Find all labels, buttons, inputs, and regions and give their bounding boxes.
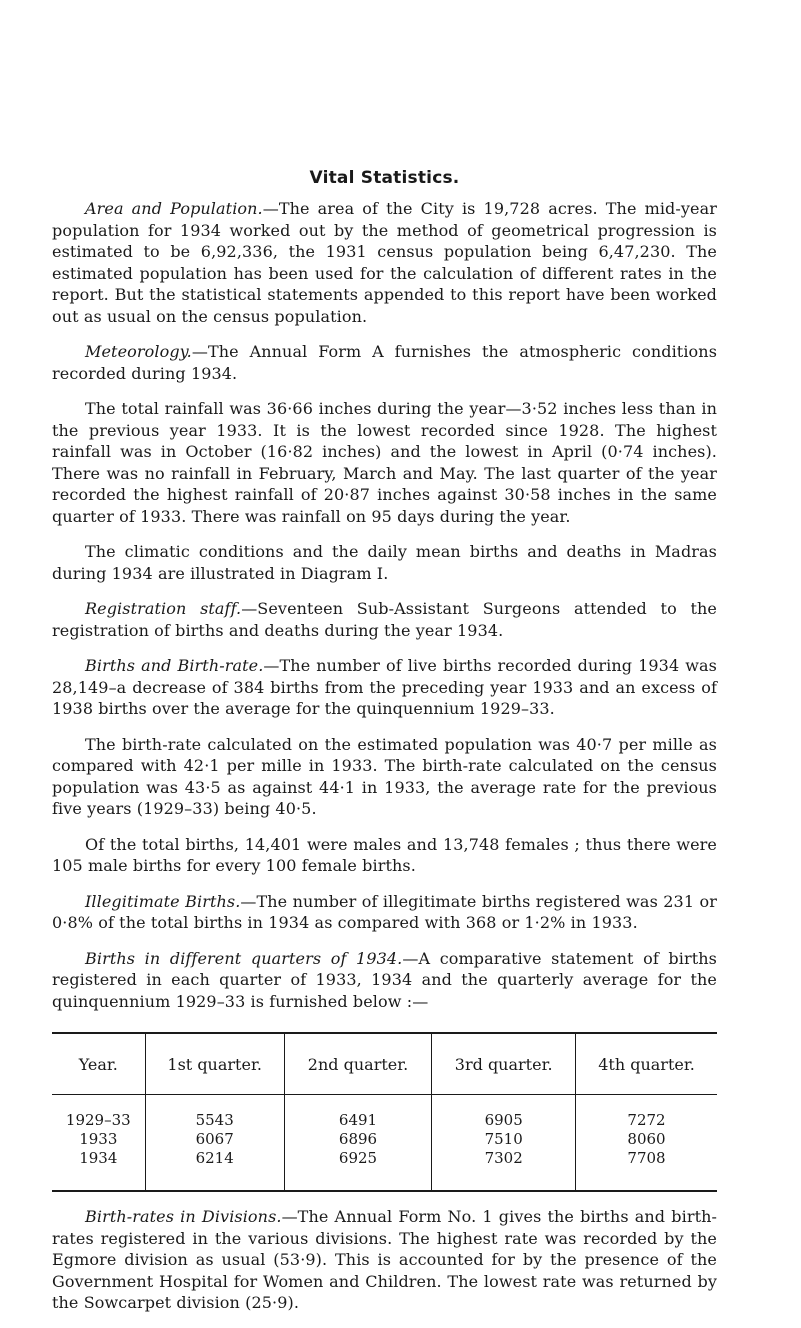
table-cell: 6896 xyxy=(284,1130,432,1149)
table-cell: 6491 xyxy=(284,1095,432,1131)
table-cell: 7510 xyxy=(432,1130,576,1149)
paragraph-registration xyxy=(52,598,717,641)
paragraph-quarters-intro xyxy=(52,948,717,1013)
table-cell: 1929–33 xyxy=(65,1111,131,1129)
section-text-area: —The area of the City is 19,728 acres. The mid-year population for 1934 worked out by the method of geometrical progression is estimated to be 6,92,336, the 1931 census population being 6,47,230. The estimated population has been used for the calculation of different rates in the report. But the statistical statements appended to this report have been worked out as usual on the census population. xyxy=(52,199,718,326)
table-header-cell: 4th quarter. xyxy=(576,1033,717,1095)
table-cell: 6067 xyxy=(145,1130,284,1149)
section-text-divisions: —The Annual Form No. 1 gives the births and birth-rates registered in the various divisions. The highest rate was recorded by the Egmore division as usual (53·9). This is accounted for by the presence of the Government Hospital for Women and Children. The lowest rate was returned by the Sowcarpet division (25·9). xyxy=(52,1207,718,1312)
table-row xyxy=(52,1149,717,1191)
table-header-cell: 3rd quarter. xyxy=(432,1033,576,1095)
paragraph-area-population xyxy=(52,198,717,327)
paragraph-meteorology xyxy=(52,341,717,384)
section-heading-meteorology: Meteorology. xyxy=(85,342,192,361)
table-header-cell: Year. xyxy=(52,1033,145,1095)
paragraph-divisions xyxy=(52,1206,717,1314)
section-text-births: —The number of live births recorded during 1934 was 28,149–a decrease of 384 births from the preceding year 1933 and an excess of 1938 births over the average for the quinquennium 1929–33. xyxy=(52,656,717,718)
section-heading-illegitimate: Illegitimate Births. xyxy=(85,891,241,911)
section-text-meteorology: —The Annual Form A furnishes the atmospheric conditions recorded during 1934. xyxy=(52,342,717,383)
table-cell: 1934 xyxy=(79,1149,118,1167)
section-text-illegitimate: —The number of illegitimate births registered was 231 or 0·8% of the total births in 1934 as compared with 368 or 1·2% in 1933. xyxy=(52,891,717,932)
section-heading-registration: Registration staff. xyxy=(85,599,242,618)
section-heading-area: Area and Population. xyxy=(85,199,263,218)
table-cell: 7708 xyxy=(576,1149,717,1191)
paragraph-sexes: Of the total births, 14,401 were males and 13,748 females ; thus there were 105 male births for every 100 female births. xyxy=(52,834,717,875)
table-cell: 7272 xyxy=(576,1095,717,1131)
table-header-cell: 2nd quarter. xyxy=(284,1033,432,1095)
section-text-registration: —Seventeen Sub-Assistant Surgeons attended to the registration of births and deaths during the year 1934. xyxy=(52,599,717,640)
paragraph-births xyxy=(52,655,717,720)
paragraph-rainfall: The total rainfall was 36·66 inches during the year—3·52 inches less than in the previous year 1933. It is the lowest recorded since 1928. The highest rainfall was in October (16·82 inches) and the lowest in April (0·74 inches). There was no rainfall in February, March and May. The last quarter of the year recorded the highest rainfall of 20·87 inches against 30·58 inches in the same quarter of 1933. There was rainfall on 95 days during the year. xyxy=(52,399,717,526)
table-header-row xyxy=(52,1033,717,1095)
table-row xyxy=(52,1095,717,1131)
section-text-quarters: —A comparative statement of births registered in each quarter of 1933, 1934 and the quarterly average for the quinquennium 1929–33 is furnished below :— xyxy=(52,948,717,1011)
births-by-quarter-table xyxy=(52,1032,717,1192)
table-cell: 1933 xyxy=(79,1130,118,1148)
paragraph-illegitimate xyxy=(52,891,717,934)
table-cell: 5543 xyxy=(145,1095,284,1131)
section-heading-quarters: Births in different quarters of 1934. xyxy=(85,948,403,968)
table-cell: 7302 xyxy=(432,1149,576,1191)
page-title: Vital Statistics. xyxy=(309,168,460,188)
table-row xyxy=(52,1130,717,1149)
section-heading-births: Births and Birth-rate. xyxy=(85,656,264,675)
table-cell: 8060 xyxy=(576,1130,717,1149)
table-header-cell: 1st quarter. xyxy=(145,1033,284,1095)
table-cell: 6905 xyxy=(432,1095,576,1131)
paragraph-birthrate: The birth-rate calculated on the estimated population was 40·7 per mille as compared with 42·1 per mille in 1933. The birth-rate calculated on the census population was 43·5 as against 44·1 in 1933, the average rate for the previous five years (1929–33) being 40·5. xyxy=(52,734,717,818)
section-heading-divisions: Birth-rates in Divisions. xyxy=(85,1207,282,1226)
paragraph-climatic: The climatic conditions and the daily mean births and deaths in Madras during 1934 are illustrated in Diagram I. xyxy=(52,542,717,583)
table-cell: 6214 xyxy=(145,1149,284,1191)
table-cell: 6925 xyxy=(284,1149,432,1191)
document-page xyxy=(52,168,717,1328)
